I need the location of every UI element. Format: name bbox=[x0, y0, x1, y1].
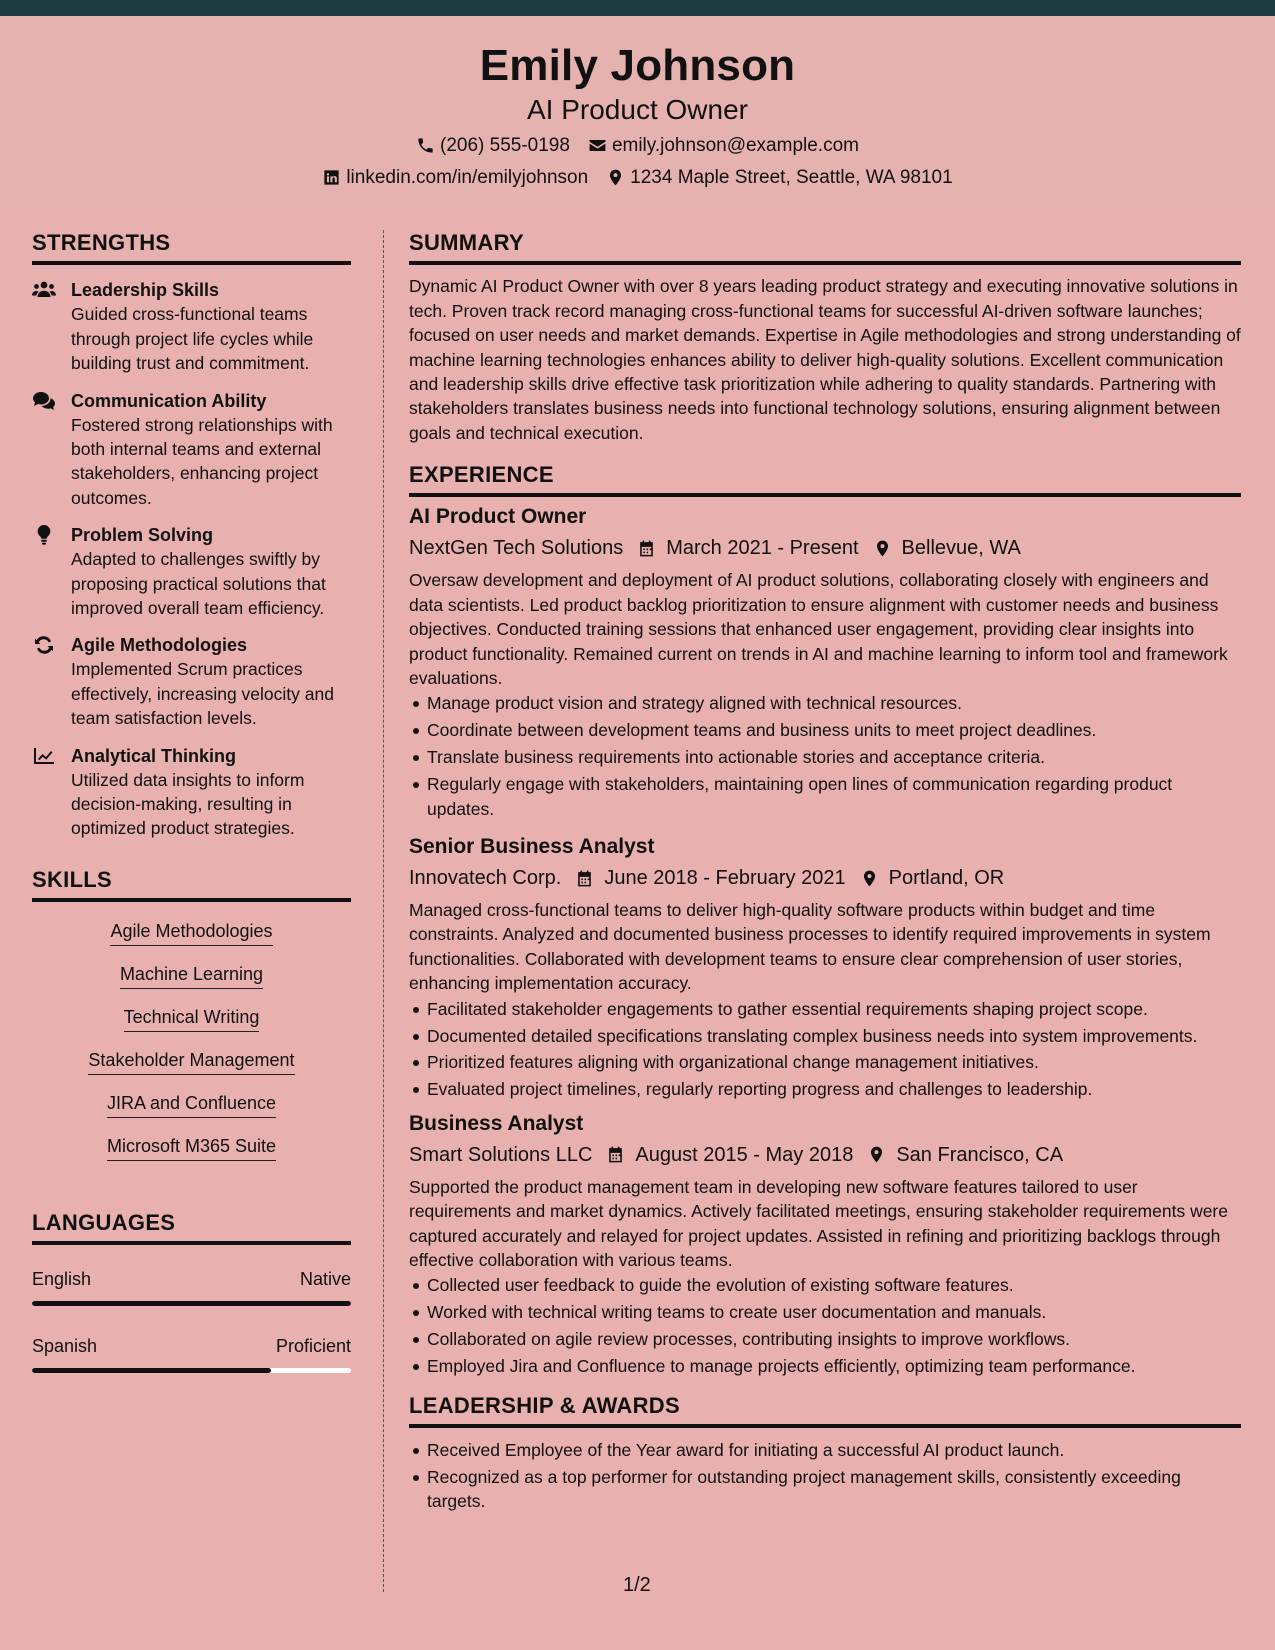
job-company: NextGen Tech Solutions bbox=[409, 537, 624, 560]
map-marker-icon bbox=[873, 539, 892, 558]
language-name: Spanish bbox=[32, 1336, 98, 1357]
strengths-heading: STRENGTHS bbox=[32, 230, 351, 265]
strength-item bbox=[32, 744, 351, 841]
language-level: Proficient bbox=[275, 1336, 351, 1357]
contact-line-1 bbox=[0, 136, 1275, 155]
job-meta bbox=[409, 1141, 1241, 1169]
job-meta bbox=[409, 864, 1241, 892]
strength-title: Communication Ability bbox=[71, 390, 267, 411]
skill-tag: Microsoft M365 Suite bbox=[107, 1134, 276, 1161]
skill-tag: Technical Writing bbox=[124, 1005, 260, 1032]
email-contact[interactable] bbox=[588, 136, 859, 155]
language-proficiency-bar bbox=[32, 1301, 351, 1306]
linkedin-contact[interactable] bbox=[322, 168, 588, 187]
language-name: English bbox=[32, 1269, 92, 1290]
job-bullet: Manage product vision and strategy aligned with technical resources. bbox=[409, 691, 1241, 715]
award-item: Received Employee of the Year award for initiating a successful AI product launch. bbox=[409, 1438, 1241, 1462]
skill-tag: Stakeholder Management bbox=[88, 1048, 294, 1075]
job-description: Oversaw development and deployment of AI product solutions, collaborating closely with engineers and data scientists. Led product backlog prioritization to ensure alignment with customer needs and business objectives. Conducted training sessions that enhanced user engagement, providing clear insights into product functionality. Remained current on trends in AI and machine learning to inform tool and framework evaluations. bbox=[409, 570, 1228, 689]
experience-heading: EXPERIENCE bbox=[409, 462, 1241, 497]
skill-tag: Machine Learning bbox=[120, 962, 263, 989]
column-divider bbox=[383, 230, 384, 1592]
calendar-icon bbox=[606, 1145, 625, 1164]
job-bullet: Prioritized features aligning with organizational change management initiatives. bbox=[409, 1050, 1241, 1074]
strength-item bbox=[32, 633, 351, 730]
strength-desc: Utilized data insights to inform decision-making, resulting in optimized product strategies. bbox=[71, 769, 305, 839]
page-number: 1/2 bbox=[623, 1574, 651, 1596]
job-location: Bellevue, WA bbox=[901, 537, 1021, 560]
job-bullet: Facilitated stakeholder engagements to gather essential requirements shaping project scope. bbox=[409, 997, 1241, 1021]
language-proficiency-fill bbox=[32, 1301, 351, 1306]
strength-desc: Implemented Scrum practices effectively, increasing velocity and team satisfaction levels. bbox=[71, 659, 334, 729]
top-accent-bar bbox=[0, 0, 1275, 16]
right-column bbox=[409, 230, 1241, 1516]
job-dates: March 2021 - Present bbox=[666, 537, 859, 560]
map-marker-icon bbox=[606, 168, 625, 187]
job-bullets bbox=[409, 1273, 1241, 1378]
comments-icon bbox=[32, 391, 56, 411]
phone-contact bbox=[416, 136, 570, 155]
awards-heading: LEADERSHIP & AWARDS bbox=[409, 1393, 1241, 1428]
job-location: San Francisco, CA bbox=[896, 1143, 1064, 1166]
envelope-icon bbox=[588, 136, 607, 155]
languages-heading: LANGUAGES bbox=[32, 1210, 351, 1245]
job-bullets bbox=[409, 997, 1241, 1102]
email-text[interactable]: emily.johnson@example.com bbox=[611, 135, 859, 156]
job-location: Portland, OR bbox=[888, 867, 1005, 889]
skills-heading: SKILLS bbox=[32, 867, 351, 902]
contact-line-2 bbox=[0, 168, 1275, 187]
strength-title: Agile Methodologies bbox=[71, 635, 248, 656]
skills-list bbox=[32, 912, 351, 1170]
job-dates: August 2015 - May 2018 bbox=[635, 1143, 854, 1166]
map-marker-icon bbox=[867, 1145, 886, 1164]
strength-item bbox=[32, 523, 351, 620]
strength-desc: Guided cross-functional teams through project life cycles while building trust and commitment. bbox=[71, 304, 314, 374]
job-bullet: Collaborated on agile review processes, contributing insights to improve workflows. bbox=[409, 1327, 1241, 1351]
job-entry bbox=[409, 833, 1241, 1102]
lightbulb-icon bbox=[32, 525, 56, 545]
skill-tag: JIRA and Confluence bbox=[107, 1091, 276, 1118]
linkedin-text[interactable]: linkedin.com/in/emilyjohnson bbox=[346, 167, 589, 188]
left-column bbox=[32, 230, 351, 1373]
job-bullet: Coordinate between development teams and business units to meet project deadlines. bbox=[409, 718, 1241, 742]
job-bullet: Documented detailed specifications translating complex business needs into system improvements. bbox=[409, 1024, 1241, 1048]
sync-icon bbox=[32, 635, 56, 655]
job-bullet: Translate business requirements into actionable stories and acceptance criteria. bbox=[409, 745, 1241, 769]
job-title: AI Product Owner bbox=[409, 505, 587, 529]
strength-desc: Fostered strong relationships with both internal teams and external stakeholders, enhancing project outcomes. bbox=[71, 414, 333, 508]
job-bullet: Employed Jira and Confluence to manage projects efficiently, optimizing team performance. bbox=[409, 1354, 1241, 1378]
job-description: Supported the product management team in developing new software features tailored to user requirements and market dynamics. Actively facilitated meetings, ensuring stakeholder requirements were captured accurately and relayed for project updates. Assisted in refining and prioritizing backlogs through effective collaboration with various teams. bbox=[409, 1176, 1228, 1270]
language-level: Native bbox=[299, 1269, 351, 1290]
award-item: Recognized as a top performer for outstanding project management skills, consistently exceeding targets. bbox=[409, 1465, 1241, 1514]
job-company: Smart Solutions LLC bbox=[409, 1143, 593, 1166]
job-bullet: Collected user feedback to guide the evolution of existing software features. bbox=[409, 1273, 1241, 1297]
job-title: Senior Business Analyst bbox=[409, 835, 655, 858]
language-proficiency-fill bbox=[32, 1368, 271, 1373]
job-title: Business Analyst bbox=[409, 1111, 584, 1135]
address-contact bbox=[606, 168, 953, 187]
job-entry bbox=[409, 1110, 1241, 1379]
job-bullet: Evaluated project timelines, regularly reporting progress and challenges to leadership. bbox=[409, 1077, 1241, 1101]
summary-heading: SUMMARY bbox=[409, 230, 1241, 265]
phone-text: (206) 555-0198 bbox=[440, 135, 570, 156]
skill-tag: Agile Methodologies bbox=[110, 919, 272, 946]
job-bullet: Worked with technical writing teams to create user documentation and manuals. bbox=[409, 1300, 1241, 1324]
job-bullets bbox=[409, 691, 1241, 821]
strength-desc: Adapted to challenges swiftly by proposing practical solutions that improved overall team efficiency. bbox=[71, 549, 326, 618]
map-marker-icon bbox=[860, 869, 879, 888]
address-text: 1234 Maple Street, Seattle, WA 98101 bbox=[630, 167, 953, 188]
strength-item bbox=[32, 389, 351, 511]
strength-title: Leadership Skills bbox=[71, 280, 220, 301]
summary-text: Dynamic AI Product Owner with over 8 years leading product strategy and executing innovative solutions in tech. Proven track record managing cross-functional teams for successful AI-driven software launches; focused on user needs and market demands. Expertise in Agile methodologies and strong understanding of machine learning technologies enhances ability to deliver high-quality solutions. Excellent communication and leadership skills drive effective task prioritization while adhering to quality standards. Partnering with stakeholders translates business needs into functional technology solutions, ensuring alignment between goals and technical execution. bbox=[409, 276, 1241, 443]
job-bullet: Regularly engage with stakeholders, maintaining open lines of communication regarding product updates. bbox=[409, 772, 1241, 821]
job-entry bbox=[409, 503, 1241, 821]
strength-title: Analytical Thinking bbox=[71, 745, 237, 766]
language-item bbox=[32, 1334, 351, 1373]
phone-icon bbox=[416, 136, 435, 155]
candidate-role: AI Product Owner bbox=[527, 94, 748, 125]
job-dates: June 2018 - February 2021 bbox=[604, 867, 846, 889]
strength-title: Problem Solving bbox=[71, 525, 214, 546]
awards-list bbox=[409, 1438, 1241, 1514]
language-item bbox=[32, 1267, 351, 1306]
job-company: Innovatech Corp. bbox=[409, 867, 562, 889]
strength-item bbox=[32, 278, 351, 375]
users-icon bbox=[32, 280, 56, 300]
calendar-icon bbox=[637, 539, 656, 558]
job-description: Managed cross-functional teams to deliver high-quality software products within budget and time constraints. Analyzed and documented business processes to identify required improvements in system functionalities. Collaborated with development teams to ensure clear comprehension of user stories, enhancing implementation accuracy. bbox=[409, 900, 1211, 994]
calendar-icon bbox=[575, 869, 594, 888]
chart-line-icon bbox=[32, 746, 56, 766]
job-meta bbox=[409, 534, 1241, 562]
resume-header bbox=[0, 16, 1275, 204]
linkedin-icon bbox=[322, 168, 341, 187]
candidate-name: Emily Johnson bbox=[479, 41, 796, 90]
language-proficiency-bar bbox=[32, 1368, 351, 1373]
